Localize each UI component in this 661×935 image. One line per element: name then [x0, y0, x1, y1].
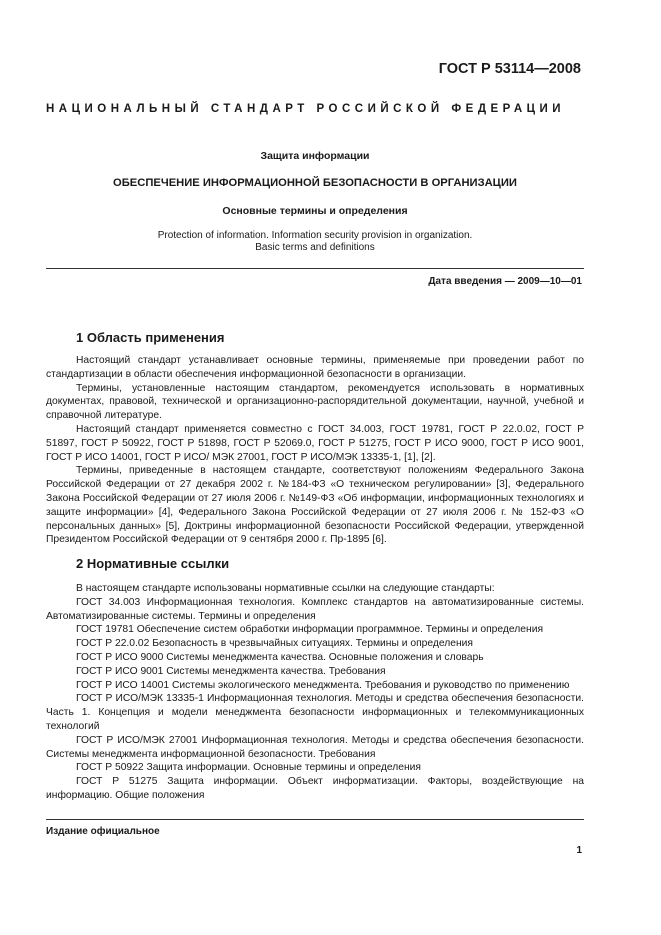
reference-item: ГОСТ 19781 Обеспечение систем обработки информации программное. Термины и определения	[76, 624, 544, 636]
reference-item: ГОСТ Р 50922 Защита информации. Основные термины и определения	[76, 762, 421, 774]
section-2-paragraph: В настоящем стандарте использованы нормативные ссылки на следующие стандарты:	[76, 583, 495, 594]
document-code: ГОСТ Р 53114—2008	[438, 61, 581, 77]
section-1-title: 1 Область применения	[76, 330, 225, 345]
divider-bottom	[46, 819, 584, 820]
introduction-date: Дата введения — 2009—10—01	[428, 276, 582, 287]
reference-item: ГОСТ Р 51275 Защита информации. Объект информатизации. Факторы, воздействующие на информацию. Общие положения	[46, 776, 584, 801]
document-subject: Защита информации	[260, 150, 370, 162]
reference-item: ГОСТ Р ИСО/МЭК 27001 Информационная технология. Методы и средства обеспечения безопасности. Системы менеджмента информационной безопасности. Требования	[46, 734, 584, 760]
official-edition-label: Издание официальное	[46, 826, 160, 837]
section-2-title: 2 Нормативные ссылки	[76, 556, 230, 571]
divider-top	[46, 268, 584, 269]
section-1-paragraph: Настоящий стандарт применяется совместно с ГОСТ 34.003, ГОСТ 19781, ГОСТ Р 22.0.02, ГОСТ Р 51897, ГОСТ Р 50922, ГОСТ Р 51898, ГОСТ Р 52069.0, ГОСТ Р 51275, ГОСТ Р ИСО 9000, ГОСТ Р ИСО 9001, ГОСТ Р ИСО 14001, ГОСТ Р ИСО/ МЭК 27001, ГОСТ Р ИСО/МЭК 13335-1, [1], [2].	[46, 423, 584, 463]
document-title: ОБЕСПЕЧЕНИЕ ИНФОРМАЦИОННОЙ БЕЗОПАСНОСТИ В ОРГАНИЗАЦИИ	[113, 177, 517, 189]
page-number: 1	[576, 845, 582, 856]
section-1-body	[46, 354, 584, 547]
english-title-line-2: Basic terms and definitions	[255, 242, 375, 253]
section-1-paragraph: Термины, установленные настоящим стандартом, рекомендуется использовать в нормативных документах, правовой, технической и организационно-распорядительной документации, научной, учебной и справочной литературе.	[46, 382, 584, 422]
section-1-paragraph: Термины, приведенные в настоящем стандарте, соответствуют положениям Федерального Закона Российской Федерации от 27 декабря 2002 г. №184-ФЗ «О техническом регулировании» [3], Федерального Закона Российской Федерации от 27 июля 2006 г. №149-ФЗ «Об информации, информационных технологиях и защите информации» [4], Федерального Закона Российской Федерации от 27 июля 2006 г. № 152-ФЗ «О персональных данных» [5], Доктрины информационной безопасности Российской Федерации, утвержденной Президентом Российской Федерации от 9 сентября 2000 г. Пр-1895 [6].	[46, 465, 584, 546]
reference-item: ГОСТ Р ИСО 14001 Системы экологического менеджмента. Требования и руководство по применению	[76, 679, 570, 691]
section-2-body	[46, 582, 584, 803]
reference-item: ГОСТ Р 22.0.02 Безопасность в чрезвычайных ситуациях. Термины и определения	[76, 638, 474, 650]
reference-item: ГОСТ Р ИСО 9000 Системы менеджмента качества. Основные положения и словарь	[76, 651, 484, 663]
national-standard-header: НАЦИОНАЛЬНЫЙ СТАНДАРТ РОССИЙСКОЙ ФЕДЕРАЦИИ	[46, 103, 566, 115]
section-1-paragraph: Настоящий стандарт устанавливает основные термины, применяемые при проведении работ по стандартизации в области обеспечения информационной безопасности в организации.	[46, 355, 584, 380]
document-subtitle: Основные термины и определения	[222, 205, 408, 217]
reference-item: ГОСТ 34.003 Информационная технология. Комплекс стандартов на автоматизированные системы. Автоматизированные системы. Термины и определения	[46, 596, 584, 622]
reference-item: ГОСТ Р ИСО 9001 Системы менеджмента качества. Требования	[76, 665, 386, 677]
english-title-line-1: Protection of information. Information security provision in organization.	[157, 230, 473, 241]
reference-item: ГОСТ Р ИСО/МЭК 13335-1 Информационная технология. Методы и средства обеспечения безопасности. Часть 1. Концепция и модели менеджмента безопасности информационных и телекоммуникационных технологий	[46, 693, 584, 732]
